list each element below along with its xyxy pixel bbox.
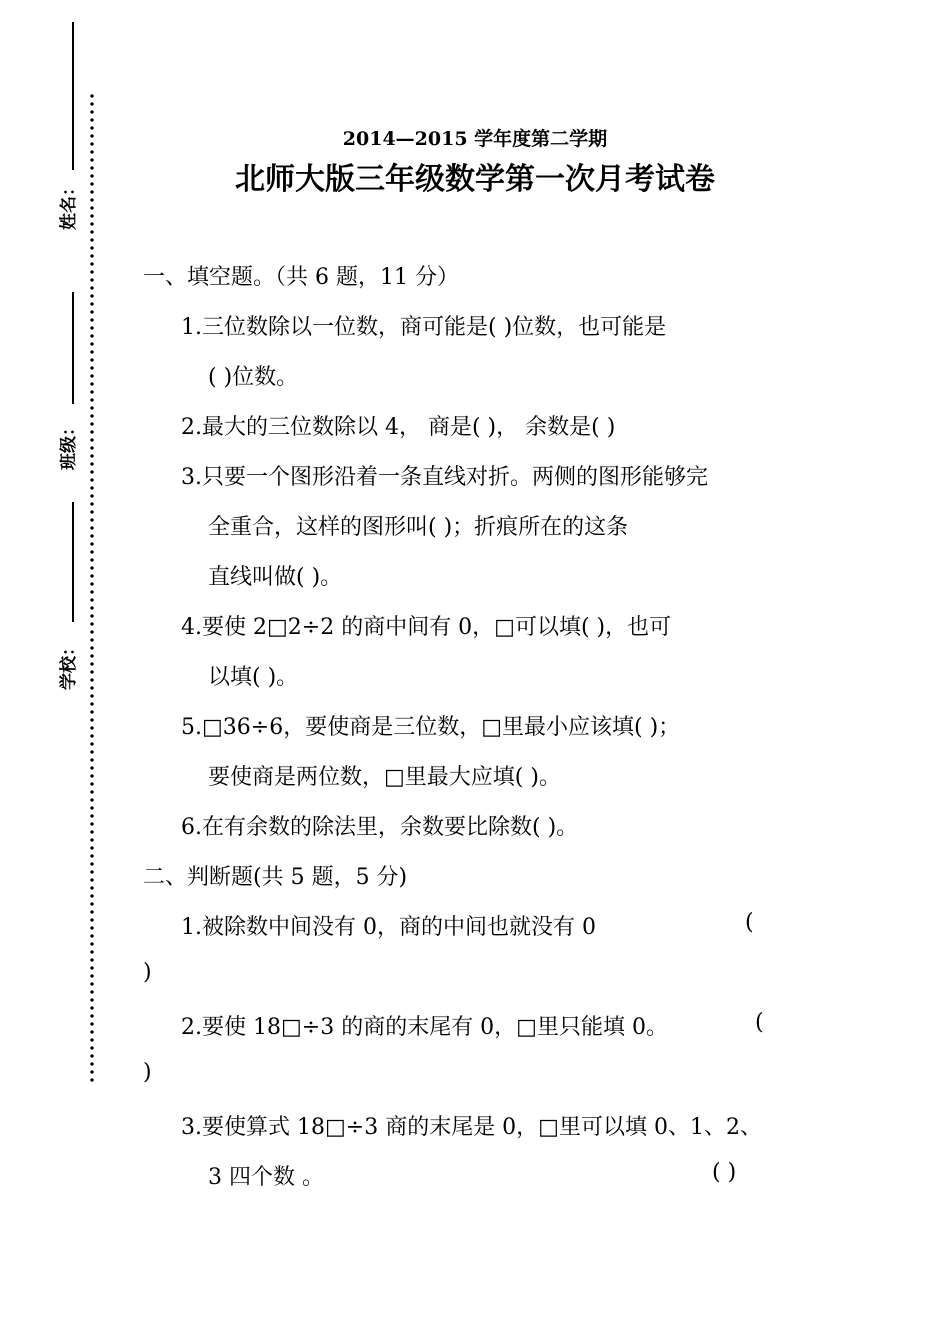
class-label: 班级： xyxy=(59,419,79,470)
s2-q3-line1: 3.要使算式 18□÷3 商的末尾是 0，□里可以填 0、1、2、 xyxy=(181,1115,762,1140)
s2-q2: 2.要使 18□÷3 的商的末尾有 0，□里只能填 0。 xyxy=(181,1015,668,1040)
s1-q3-line1: 3.只要一个图形沿着一条直线对折。两侧的图形能够完 xyxy=(181,465,708,490)
s1-q3-line3: 直线叫做( )。 xyxy=(208,565,343,590)
s2-q1-paren-open: ( xyxy=(745,910,754,935)
s2-q3-line2: 3 四个数 。 xyxy=(208,1165,324,1190)
s2-q2-paren-close: ) xyxy=(143,1060,152,1085)
school-underline xyxy=(72,502,74,622)
school-label: 学校： xyxy=(59,639,79,690)
s1-q6: 6.在有余数的除法里，余数要比除数( )。 xyxy=(181,815,579,840)
s2-q2-paren-open: ( xyxy=(755,1010,764,1035)
page-title: 北师大版三年级数学第一次月考试卷 xyxy=(235,162,715,197)
s1-q5-line2: 要使商是两位数，□里最大应填( )。 xyxy=(208,765,561,790)
s1-q2: 2.最大的三位数除以 4， 商是( )， 余数是( ) xyxy=(181,415,616,440)
s1-q1-line1: 1.三位数除以一位数，商可能是( )位数，也可能是 xyxy=(181,315,667,340)
section2-heading: 二、判断题(共 5 题，5 分) xyxy=(143,865,408,890)
class-underline xyxy=(72,292,74,404)
s2-q1: 1.被除数中间没有 0，商的中间也就没有 0 xyxy=(181,915,596,940)
s1-q3-line2: 全重合，这样的图形叫( )；折痕所在的这条 xyxy=(208,515,629,540)
s1-q4-line1: 4.要使 2□2÷2 的商中间有 0，□可以填( )，也可 xyxy=(181,615,672,640)
s2-q3-answer-parens: ( ) xyxy=(712,1160,737,1185)
name-label: 姓名： xyxy=(59,179,79,230)
s1-q5-line1: 5.□36÷6，要使商是三位数，□里最小应该填( )； xyxy=(181,715,681,740)
s1-q1-line2: ( )位数。 xyxy=(208,365,299,390)
binding-dotted-line xyxy=(90,92,94,1084)
s1-q4-line2: 以填( )。 xyxy=(208,665,299,690)
section1-heading: 一、填空题。（共 6 题，11 分） xyxy=(143,265,459,290)
s2-q1-paren-close: ) xyxy=(143,960,152,985)
school-year: 2014—2015 学年度第二学期 xyxy=(342,128,608,150)
